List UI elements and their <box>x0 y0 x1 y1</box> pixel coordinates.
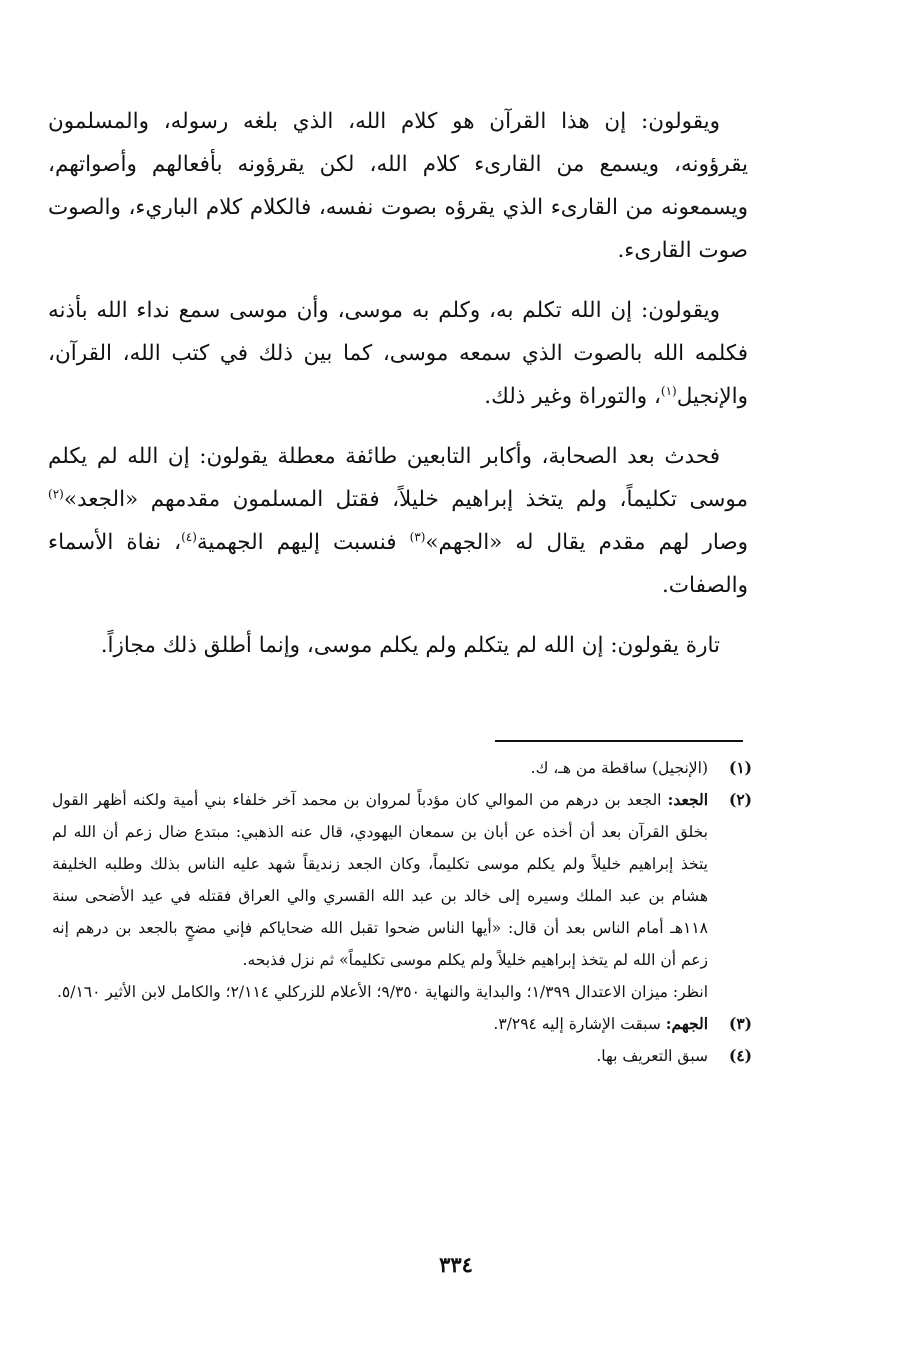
paragraph-3-text: فحدث بعد الصحابة، وأكابر التابعين طائفة معطلة يقولون: إن الله لم يكلم موسى تكليماً، ولم يتخذ إبراهيم خليلاً، فقتل المسلمون مقدمهم «الجعد» <box>48 444 748 512</box>
footnote-text: (الإنجيل) ساقطة من هـ، ك. <box>530 759 708 777</box>
paragraph-3-mid: وصار لهم مقدم يقال له «الجهم» <box>425 530 749 555</box>
paragraph-4 <box>48 624 748 667</box>
paragraph-2-tail: ، والتوراة وغير ذلك. <box>484 384 661 409</box>
paragraph-3 <box>48 435 748 607</box>
footnote-term: الجهم: <box>665 1014 708 1033</box>
footnote-ref-1: (١) <box>660 383 677 398</box>
footnotes <box>52 752 752 1072</box>
footnote-text <box>52 784 708 976</box>
footnote-number: (٣) <box>728 1014 752 1033</box>
footnote-term: الجعد: <box>667 790 708 809</box>
paragraph-2-text: ويقولون: إن الله تكلم به، وكلم به موسى، وأن موسى سمع نداء الله بأذنه فكلمه الله بالصوت الذي سمعه موسى، كما بين ذلك في كتب الله، القرآن، والإنجيل <box>48 298 748 409</box>
footnote-description: الجعد بن درهم من الموالي كان مؤدباً لمروان بن محمد آخر خلفاء بني أمية ولكنه أظهر القول بخلق القرآن بعد أن أخذه عن أبان بن سمعان اليهودي، قال عنه الذهبي: مبتدع ضال زعم أن الله لم يتخذ إبراهيم خليلاً ولم يكلم موسى تكليماً، وكان الجعد زنديقاً شهد عليه الناس بذلك وطلبه الخليفة هشام بن عبد الملك وسيره إلى خالد بن عبد الله القسري والي العراق فقتله في عيد الأضحى سنة ١١٨هـ أمام الناس بعد أن قال: «أيها الناس ضحوا تقبل الله ضحاياكم فإني مضحٍ بالجعد بن درهم إنه زعم أن الله لم يتخذ إبراهيم خليلاً ولم يكلم موسى تكليماً» ثم نزل فذبحه. <box>52 791 708 969</box>
footnote-number: (٤) <box>728 1046 752 1065</box>
paragraph-3-mid2: فنسبت إليهم الجهمية <box>196 530 410 555</box>
footnote-text: سبق التعريف بها. <box>596 1047 708 1065</box>
footnote-1 <box>52 752 752 784</box>
footnote-divider <box>495 740 743 742</box>
footnote-2-sources: انظر: ميزان الاعتدال ١/٣٩٩؛ والبداية والنهاية ٩/٣٥٠؛ الأعلام للزركلي ٢/١١٤؛ والكامل لابن الأثير ٥/١٦٠. <box>56 983 708 1001</box>
footnote-2 <box>52 784 752 976</box>
paragraph-2 <box>48 289 748 418</box>
paragraph-1-text: ويقولون: إن هذا القرآن هو كلام الله، الذي بلغه رسوله، والمسلمون يقرؤونه، ويسمع من القارىء كلام الله، لكن يقرؤونه بأفعالهم وأصواتهم، ويسمعونه من القارىء الذي يقرؤه بصوت نفسه، فالكلام كلام الباريء، والصوت صوت القارىء. <box>48 109 748 263</box>
footnote-ref-3: (٣) <box>409 529 426 544</box>
paragraph-1 <box>48 100 748 272</box>
footnote-number: (١) <box>728 758 752 777</box>
footnote-text <box>52 1008 708 1040</box>
footnote-number: (٢) <box>728 790 752 809</box>
main-text <box>48 100 748 667</box>
page-number: ٣٣٤ <box>439 1252 473 1277</box>
paragraph-4-text: تارة يقولون: إن الله لم يتكلم ولم يكلم موسى، وإنما أطلق ذلك مجازاً. <box>100 633 720 658</box>
footnote-3 <box>52 1008 752 1040</box>
footnote-ref-2: (٢) <box>48 486 64 501</box>
footnote-ref-4: (٤) <box>181 529 197 544</box>
footnote-description: سبقت الإشارة إليه ٣/٢٩٤. <box>493 1015 666 1033</box>
paragraph-3-tail: ، نفاة الأسماء والصفات. <box>48 530 748 598</box>
footnote-4 <box>52 1040 752 1072</box>
